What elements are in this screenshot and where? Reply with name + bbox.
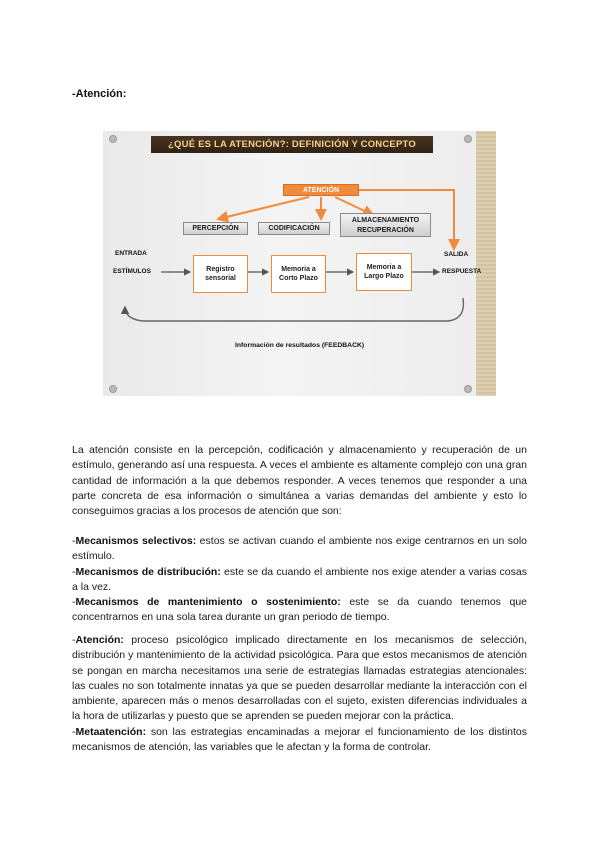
mechanisms-list — [72, 534, 527, 626]
percepcion-box: PERCEPCIÓN — [183, 222, 248, 235]
mechanism-item — [72, 565, 527, 596]
section-heading: -Atención: — [72, 88, 127, 100]
feedback-loop — [125, 298, 463, 321]
mechanism-item — [72, 534, 527, 565]
item-term: Mecanismos selectivos: — [75, 535, 197, 547]
largo-line1: Memoria a — [366, 264, 402, 271]
item-prefix: - — [72, 725, 76, 738]
item-term: Mecanismos de distribución: — [75, 565, 221, 578]
registro-line1: Registro — [206, 266, 235, 273]
item-text: este se da cuando tenemos que concentrarnos en una sola tarea durante un gran periodo de tiempo. — [72, 596, 527, 624]
codificacion-box: CODIFICACIÓN — [258, 222, 330, 235]
diagram-title: ¿QUÉ ES LA ATENCIÓN?: DEFINICIÓN Y CONCEPTO — [151, 136, 433, 153]
item-term: Mecanismos de mantenimiento o sostenimiento: — [75, 596, 341, 609]
respuesta-label: RESPUESTA — [442, 268, 482, 275]
item-text: son las estrategias encaminadas a mejorar el funcionamiento de los distintos mecanismos de atención, las variables que le afectan y la forma de controlar. — [72, 725, 527, 754]
almacenamiento-label: ALMACENAMIENTO — [351, 217, 420, 224]
registro-sensorial-box — [193, 255, 248, 293]
largo-line2: Largo Plazo — [364, 273, 404, 280]
intro-paragraph: La atención consiste en la percepción, codificación y almacenamiento y recuperación de un estímulo, generando así una respuesta. A veces el ambiente es altamente complejo con una gran cantidad de información a la que debemos responder. A veces tenemos que responder a una parte concreta de esa información o simultánea a varias demandas del ambiente y esto lo conseguimos gracias a los procesos de atención que son: — [72, 444, 527, 518]
definitions-list — [72, 633, 527, 755]
item-prefix: - — [72, 535, 76, 547]
mechanism-item — [72, 595, 527, 626]
item-text: proceso psicológico implicado directamente en los mecanismos de selección, distribución y mantenimiento de la actividad psicológica. Para que estos mecanismos de atención se pongan en marcha necesitamos una serie de estrategias llamadas estrategias atencionales: las cuales no son totalmente innatas ya que se pueden desarrollar mediante la interacción con el ambiente, aparecen más o menos desarrolladas con el sujeto, existen diferencias individuales a la hora de utilizarlas y puesto que se aprenden se pueden mejorar con la práctica. — [72, 634, 527, 723]
item-term: Atención: — [75, 634, 124, 646]
item-text: estos se activan cuando el ambiente nos exige centrarnos en un solo estímulo. — [72, 535, 527, 563]
salida-label: SALIDA — [444, 251, 469, 258]
memoria-corto-plazo-box — [271, 255, 326, 293]
arrow-to-percepcion — [218, 197, 309, 219]
definition-item — [72, 633, 527, 725]
item-prefix: - — [72, 634, 76, 646]
almacenamiento-box — [340, 213, 431, 237]
corto-line2: Corto Plazo — [279, 275, 318, 282]
item-prefix: - — [72, 565, 76, 578]
estimulos-label: ESTÍMULOS — [113, 268, 151, 275]
registro-line2: sensorial — [205, 275, 236, 282]
recuperacion-label: RECUPERACIÓN — [357, 227, 414, 234]
entrada-label: ENTRADA — [115, 250, 147, 257]
atencion-box: ATENCIÓN — [283, 184, 359, 196]
item-prefix: - — [72, 596, 76, 609]
feedback-label: Información de resultados (FEEDBACK) — [235, 342, 365, 349]
memoria-largo-plazo-box — [356, 253, 412, 291]
attention-diagram — [103, 131, 496, 396]
corto-line1: Memoria a — [281, 266, 316, 273]
item-term: Metaatención: — [75, 725, 147, 738]
definition-item — [72, 725, 527, 756]
item-text: este se da cuando el ambiente nos exige atender a varias cosas a la vez. — [72, 565, 527, 593]
